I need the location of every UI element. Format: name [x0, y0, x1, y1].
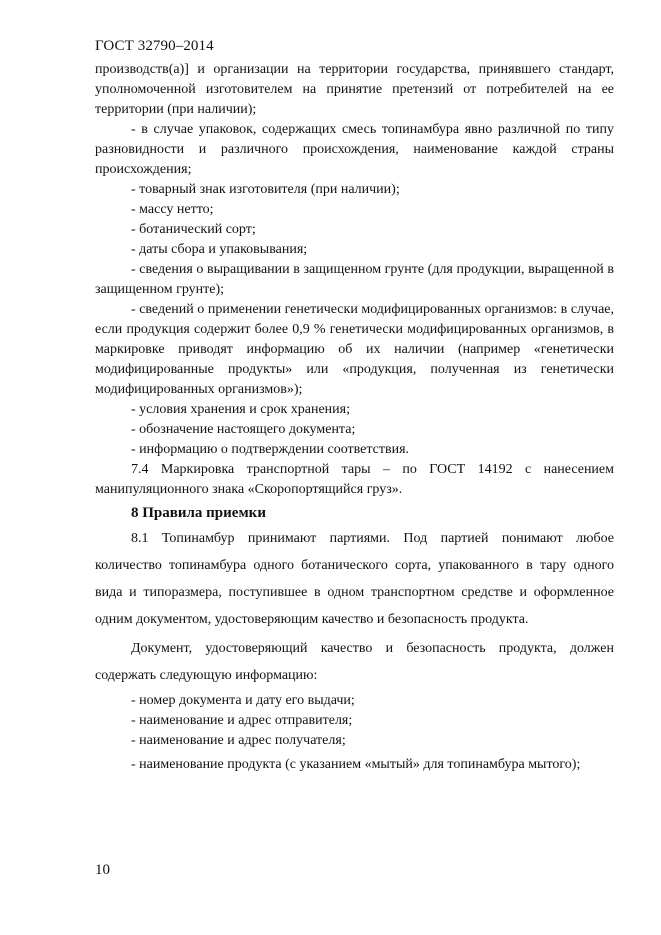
- list-item-greenhouse: - сведения о выращивании в защищенном грунте (для продукции, выращенной в защищенном грунте);: [95, 262, 614, 297]
- paragraph-document-info: Документ, удостоверяющий качество и безопасность продукта, должен содержать следующую информацию:: [95, 641, 614, 683]
- list-item-product-name: - наименование продукта (с указанием «мытый» для топинамбура мытого);: [131, 757, 581, 772]
- list-item-storage: - условия хранения и срок хранения;: [131, 402, 350, 417]
- paragraph-7-4: 7.4 Маркировка транспортной тары – по ГОСТ 14192 с нанесением манипуляционного знака «Скоропортящийся груз».: [95, 462, 614, 497]
- list-item-sender: - наименование и адрес отправителя;: [131, 713, 353, 728]
- page-number: 10: [95, 862, 110, 878]
- list-item-conformity: - информацию о подтверждении соответствия.: [131, 442, 410, 457]
- list-item-harvest-dates: - даты сбора и упаковывания;: [131, 242, 308, 257]
- list-item-mixed-origin: - в случае упаковок, содержащих смесь топинамбура явно различной по типу разновидности и различного происхождения, наименование каждой страны происхождения;: [95, 122, 614, 177]
- list-item-gmo: - сведений о применении генетически модифицированных организмов: в случае, если продукция содержит более 0,9 % генетически модифицированных организмов, в маркировке приводят информацию об их наличии (например «генетически модифицированные продукты» или «продукция, полученная из генетически модифицированных организмов»);: [95, 302, 614, 397]
- section-heading: 8 Правила приемки: [131, 505, 266, 521]
- list-item-botanical-variety: - ботанический сорт;: [131, 222, 256, 237]
- list-item-document-number: - номер документа и дату его выдачи;: [131, 693, 355, 708]
- list-item-recipient: - наименование и адрес получателя;: [131, 733, 346, 748]
- document-header: ГОСТ 32790–2014: [95, 38, 214, 54]
- list-item-trademark: - товарный знак изготовителя (при наличии);: [131, 182, 400, 197]
- document-body: [95, 60, 614, 778]
- list-item-net-weight: - массу нетто;: [131, 202, 214, 217]
- list-item-standard-designation: - обозначение настоящего документа;: [131, 422, 356, 437]
- paragraph-8-1: 8.1 Топинамбур принимают партиями. Под партией понимают любое количество топинамбура одного ботанического сорта, упакованного в тару одного вида и типоразмера, поступившее в одном транспортном средстве и оформленное одним документом, удостоверяющим качество и безопасность продукта.: [95, 531, 614, 627]
- paragraph-continuation: производств(а)] и организации на территории государства, принявшего стандарт, уполномоченной изготовителем на принятие претензий от потребителей на ее территории (при наличии);: [95, 62, 614, 117]
